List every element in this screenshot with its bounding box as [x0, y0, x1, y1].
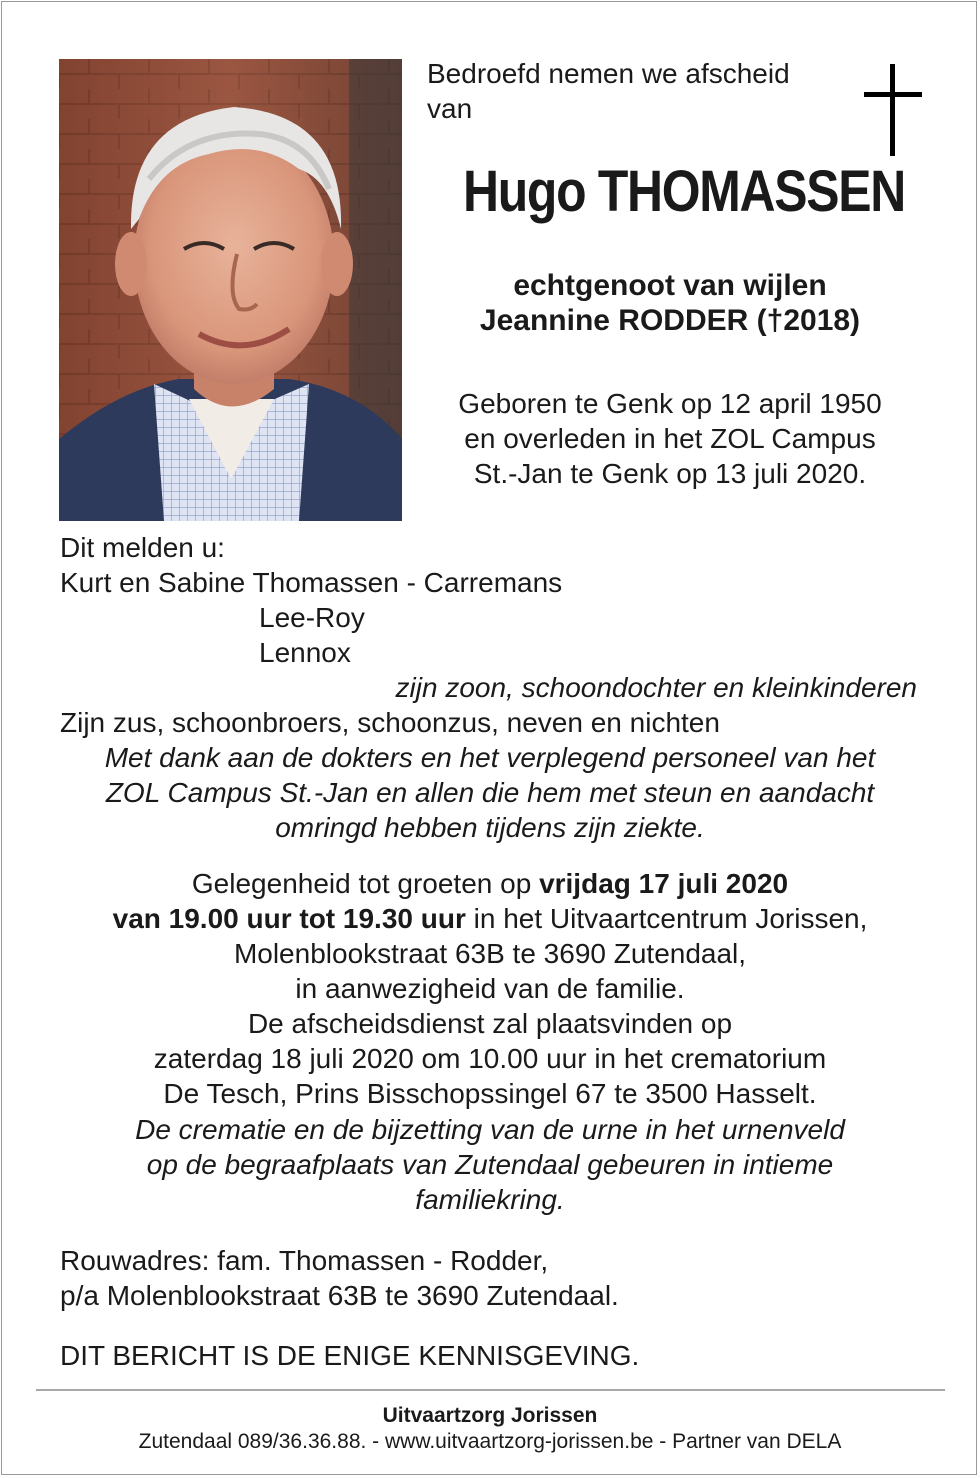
funeral-company-name: Uitvaartzorg Jorissen	[382, 1404, 598, 1427]
deceased-name: Hugo THOMASSEN	[463, 159, 905, 224]
visitation-line-7: De Tesch, Prins Bisschopssingel 67 te 3500 Hasselt.	[163, 1078, 817, 1109]
intro-line-2: van	[427, 93, 473, 124]
birth-death-info	[420, 386, 920, 491]
footer-divider	[36, 1389, 945, 1391]
thanks-line-1: Met dank aan de dokters en het verplegend personeel van het	[104, 742, 876, 773]
intro-line-1: Bedroefd nemen we afscheid	[427, 58, 790, 89]
funeral-company-info: Zutendaal 089/36.36.88. - www.uitvaartzorg-jorissen.be - Partner van DELA	[138, 1430, 842, 1453]
visitation-time: van 19.00 uur tot 19.30 uur	[112, 903, 466, 934]
family-heading: Dit melden u:	[60, 532, 225, 563]
birth-line-1: Geboren te Genk op 12 april 1950	[458, 388, 882, 419]
address-line-2: p/a Molenblookstraat 63B te 3690 Zutendaal.	[60, 1280, 619, 1311]
thanks-line-3: omringd hebben tijdens zijn ziekte.	[275, 812, 705, 843]
visitation-line-4: in aanwezigheid van de familie.	[295, 973, 685, 1004]
visitation-line-6: zaterdag 18 juli 2020 om 10.00 uur in het crematorium	[153, 1043, 827, 1074]
family-grandchild-2: Lennox	[259, 637, 351, 668]
family-son-couple: Kurt en Sabine Thomassen - Carremans	[60, 567, 563, 598]
visitation-date: vrijdag 17 juli 2020	[539, 868, 789, 899]
cremation-line-2: op de begraafplaats van Zutendaal gebeuren in intieme	[146, 1149, 834, 1180]
spouse-line-2: Jeannine RODDER (†2018)	[479, 304, 861, 337]
family-grandchild-1: Lee-Roy	[259, 602, 365, 633]
visitation-line-5: De afscheidsdienst zal plaatsvinden op	[247, 1008, 733, 1039]
portrait-photo	[59, 59, 402, 521]
visitation-prefix: Gelegenheid tot groeten op	[191, 868, 540, 899]
visitation-location: in het Uitvaartcentrum Jorissen,	[465, 903, 868, 934]
visitation-line-1	[40, 866, 940, 901]
birth-line-3: St.-Jan te Genk op 13 juli 2020.	[473, 458, 867, 489]
cremation-line-3: familiekring.	[415, 1184, 565, 1215]
family-others: Zijn zus, schoonbroers, schoonzus, neven en nichten	[60, 707, 720, 738]
intro-text	[427, 56, 790, 126]
visitation-line-2	[40, 901, 940, 936]
spouse-line-1: echtgenoot van wijlen	[513, 269, 827, 302]
thanks-line-2: ZOL Campus St.-Jan en allen die hem met steun en aandacht	[105, 777, 875, 808]
family-relation: zijn zoon, schoondochter en kleinkinderen	[395, 672, 917, 703]
spouse-info	[420, 268, 920, 338]
notice-text: DIT BERICHT IS DE ENIGE KENNISGEVING.	[60, 1340, 640, 1371]
visitation-line-3: Molenblookstraat 63B te 3690 Zutendaal,	[233, 938, 747, 969]
cross-icon	[864, 64, 922, 156]
birth-line-2: en overleden in het ZOL Campus	[464, 423, 876, 454]
address-line-1: Rouwadres: fam. Thomassen - Rodder,	[60, 1245, 549, 1276]
cremation-line-1: De crematie en de bijzetting van de urne in het urnenveld	[135, 1114, 845, 1145]
